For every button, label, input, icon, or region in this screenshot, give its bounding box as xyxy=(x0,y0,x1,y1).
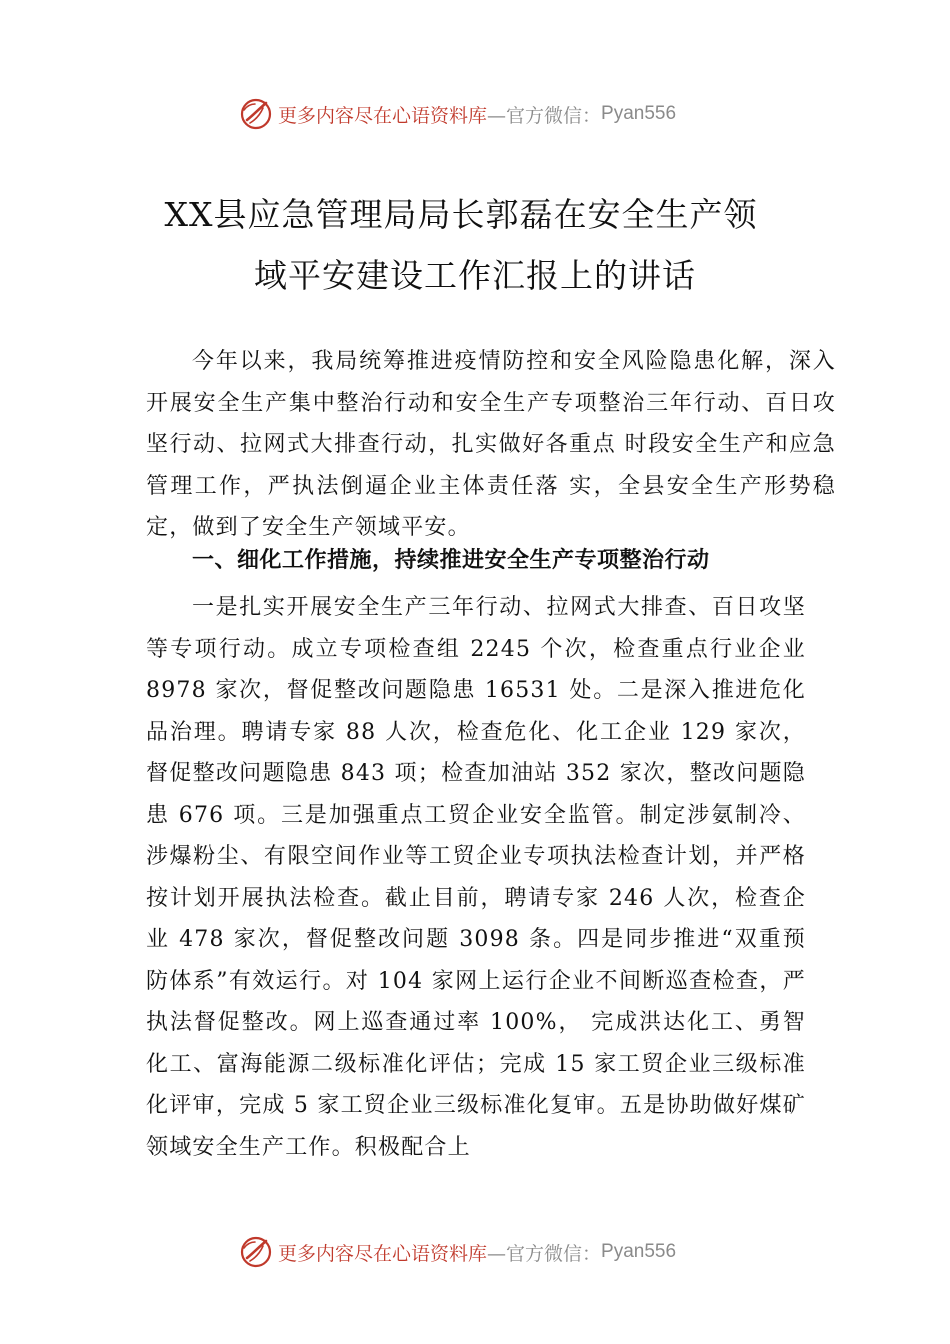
document-title-line-2: 域平安建设工作汇报上的讲话 xyxy=(254,256,696,295)
header-banner xyxy=(238,96,676,132)
quill-swirl-logo-icon xyxy=(238,96,274,132)
section-1-heading: 一、细化工作措施，持续推进安全生产专项整治行动 xyxy=(192,548,710,573)
banner-wechat-id: Pyan556 xyxy=(601,103,677,124)
banner-lead-text: 更多内容尽在心语资料库 xyxy=(278,104,488,127)
quill-swirl-logo-icon xyxy=(238,1234,274,1270)
banner-lead-text: 更多内容尽在心语资料库 xyxy=(278,1242,488,1265)
section-1-body: 一是扎实开展安全生产三年行动、拉网式大排查、百日攻坚等专项行动。成立专项检查组 2245 个次，检查重点行业企业 8978 家次，督促整改问题隐患 16531 处。二是深入推进危化品治理。聘请专家 88 人次，检查危化、化工企业 129 家次，督促整改问题隐患 843 项；检查加油站 352 家次，整改问题隐患 676 项。三是加强重点工贸企业安全监管。制定涉氨制冷、涉爆粉尘、有限空间作业等工贸企业专项执法检查计划，并严格按计划开展执法检查。截止目前，聘请专家 246 人次，检查企业 478 家次，督促整改问题 3098 条。四是同步推进“双重预防体系”有效运行。对 104 家网上运行企业不间断巡查检查，严执法督促整改。网上巡查通过率 100%， 完成洪达化工、勇智化工、富海能源二级标准化评估；完成 15 家工贸企业三级标准化评审，完成 5 家工贸企业三级标准化复审。五是协助做好煤矿领域安全生产工作。积极配合上 xyxy=(146,595,806,1160)
banner-wechat-label: —官方微信： xyxy=(487,1242,602,1265)
banner-wechat-id: Pyan556 xyxy=(601,1241,677,1262)
intro-paragraph: 今年以来，我局统筹推进疫情防控和安全风险隐患化解，深入开展安全生产集中整治行动和安全生产专项整治三年行动、百日攻坚行动、拉网式大排查行动，扎实做好各重点 时段安全生产和应急管理工作，严执法倒逼企业主体责任落 实，全县安全生产形势稳定，做到了安全生产领域平安。 xyxy=(146,349,836,540)
footer-banner xyxy=(238,1234,676,1270)
document-title-line-1: XX县应急管理局局长郭磊在安全生产领 xyxy=(164,195,758,234)
banner-wechat-label: —官方微信： xyxy=(487,104,602,127)
